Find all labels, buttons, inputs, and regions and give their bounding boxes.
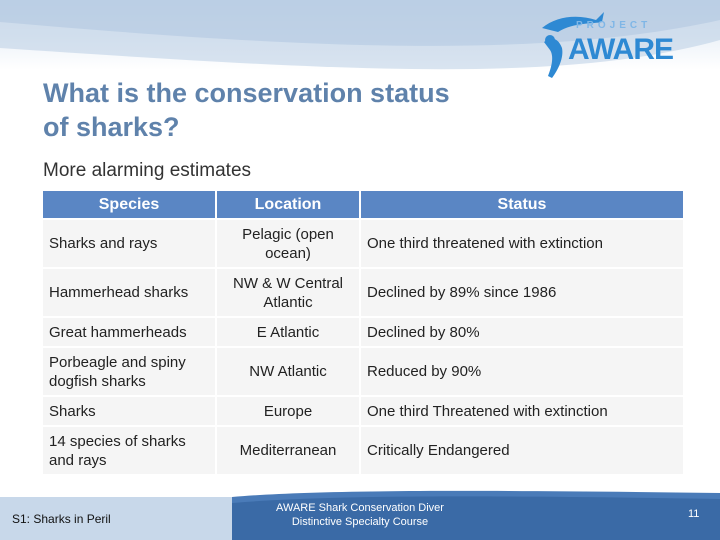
column-header-species: Species (43, 191, 215, 218)
species-cell: 14 species of sharks and rays (43, 427, 215, 474)
table-row (43, 397, 683, 425)
status-cell: Critically Endangered (361, 427, 683, 474)
logo-aware-text: AWARE (568, 33, 674, 66)
location-cell: Pelagic (open ocean) (217, 220, 359, 267)
status-cell: Declined by 80% (361, 318, 683, 346)
table-row (43, 427, 683, 474)
table-header-row (43, 191, 683, 218)
location-cell: NW Atlantic (217, 348, 359, 395)
column-header-status: Status (361, 191, 683, 218)
location-cell: Mediterranean (217, 427, 359, 474)
species-cell: Hammerhead sharks (43, 269, 215, 316)
status-cell: One third Threatened with extinction (361, 397, 683, 425)
species-cell: Porbeagle and spiny dogfish sharks (43, 348, 215, 395)
table-row (43, 269, 683, 316)
status-cell: One third threatened with extinction (361, 220, 683, 267)
logo-project-text: PROJECT (576, 20, 652, 31)
footer-course-line2: Distinctive Specialty Course (291, 516, 429, 528)
status-cell: Declined by 89% since 1986 (361, 269, 683, 316)
table-row (43, 220, 683, 267)
conservation-status-table (41, 189, 685, 476)
page-number: 11 (688, 508, 700, 520)
slide-subtitle: More alarming estimates (43, 160, 252, 181)
table-row (43, 348, 683, 395)
location-cell: Europe (217, 397, 359, 425)
column-header-location: Location (217, 191, 359, 218)
footer-course-line1: AWARE Shark Conservation Diver (276, 502, 444, 514)
species-cell: Sharks and rays (43, 220, 215, 267)
footer-course-title (260, 501, 460, 529)
species-cell: Sharks (43, 397, 215, 425)
location-cell: E Atlantic (217, 318, 359, 346)
footer-section-label: S1: Sharks in Peril (12, 512, 111, 526)
status-cell: Reduced by 90% (361, 348, 683, 395)
slide-title: What is the conservation status of sharks? (43, 78, 450, 142)
table-row (43, 318, 683, 346)
location-cell: NW & W Central Atlantic (217, 269, 359, 316)
species-cell: Great hammerheads (43, 318, 215, 346)
